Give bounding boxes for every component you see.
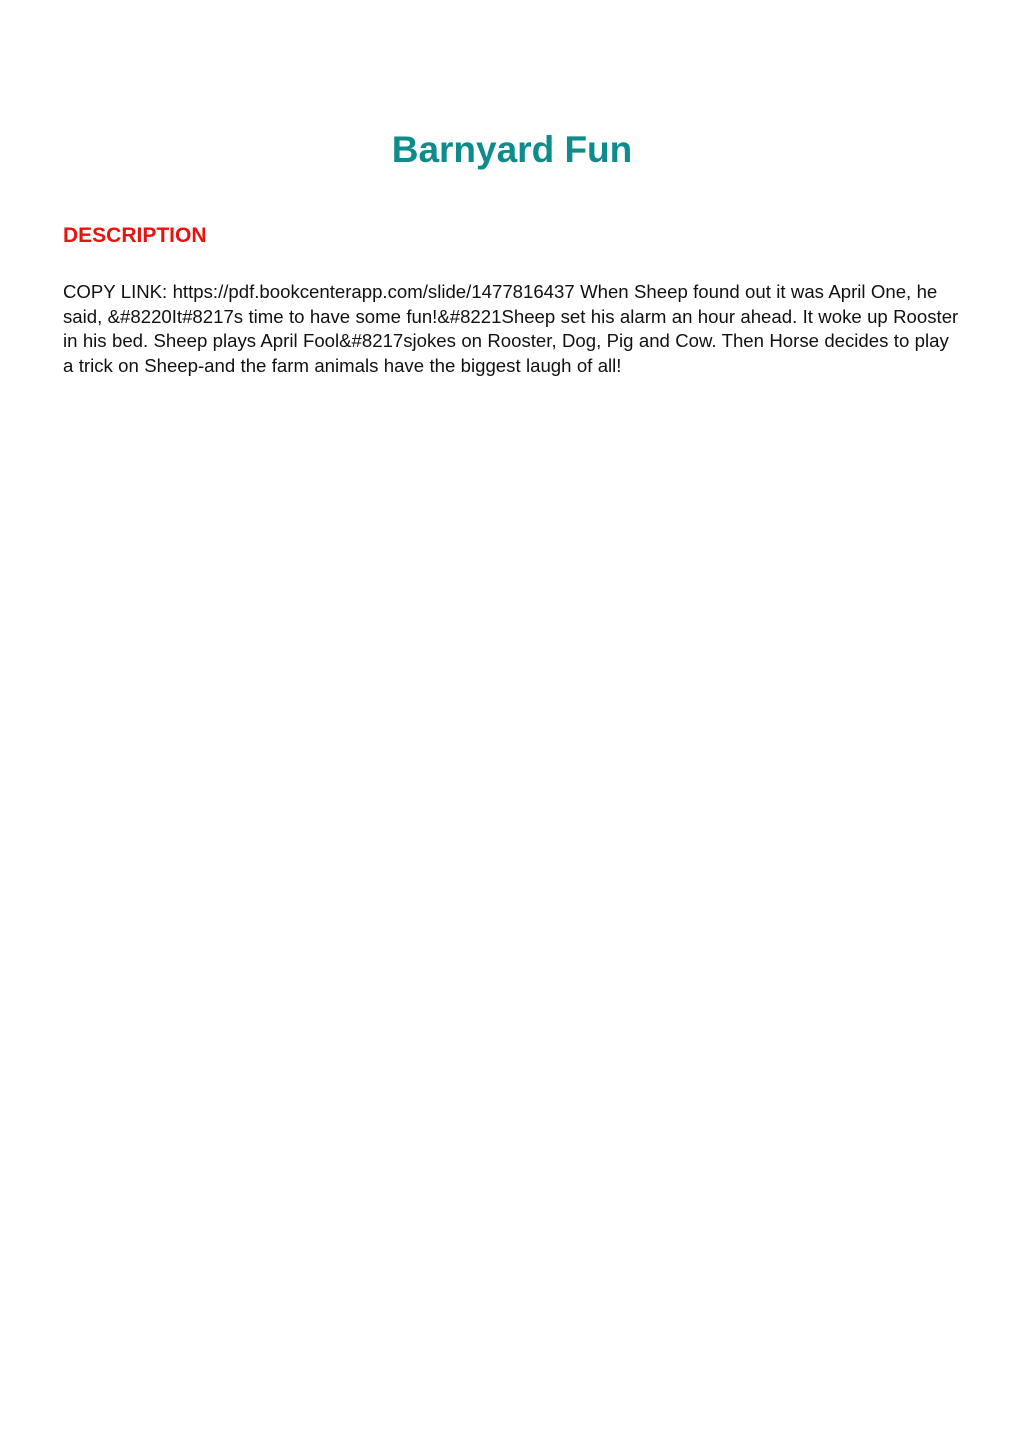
description-heading: DESCRIPTION: [63, 224, 207, 247]
document-title: Barnyard Fun: [391, 129, 633, 170]
description-body: COPY LINK: https://pdf.bookcenterapp.com/slide/1477816437 When Sheep found out it was April One, he said, &#8220It#8217s time to have some fun!&#8221Sheep set his alarm an hour ahead. It woke up Rooster in his bed. Sheep plays April Fool&#8217sjokes on Rooster, Dog, Pig and Cow. Then Horse decides to play a trick on Sheep-and the farm animals have the biggest laugh of all!: [63, 281, 959, 376]
